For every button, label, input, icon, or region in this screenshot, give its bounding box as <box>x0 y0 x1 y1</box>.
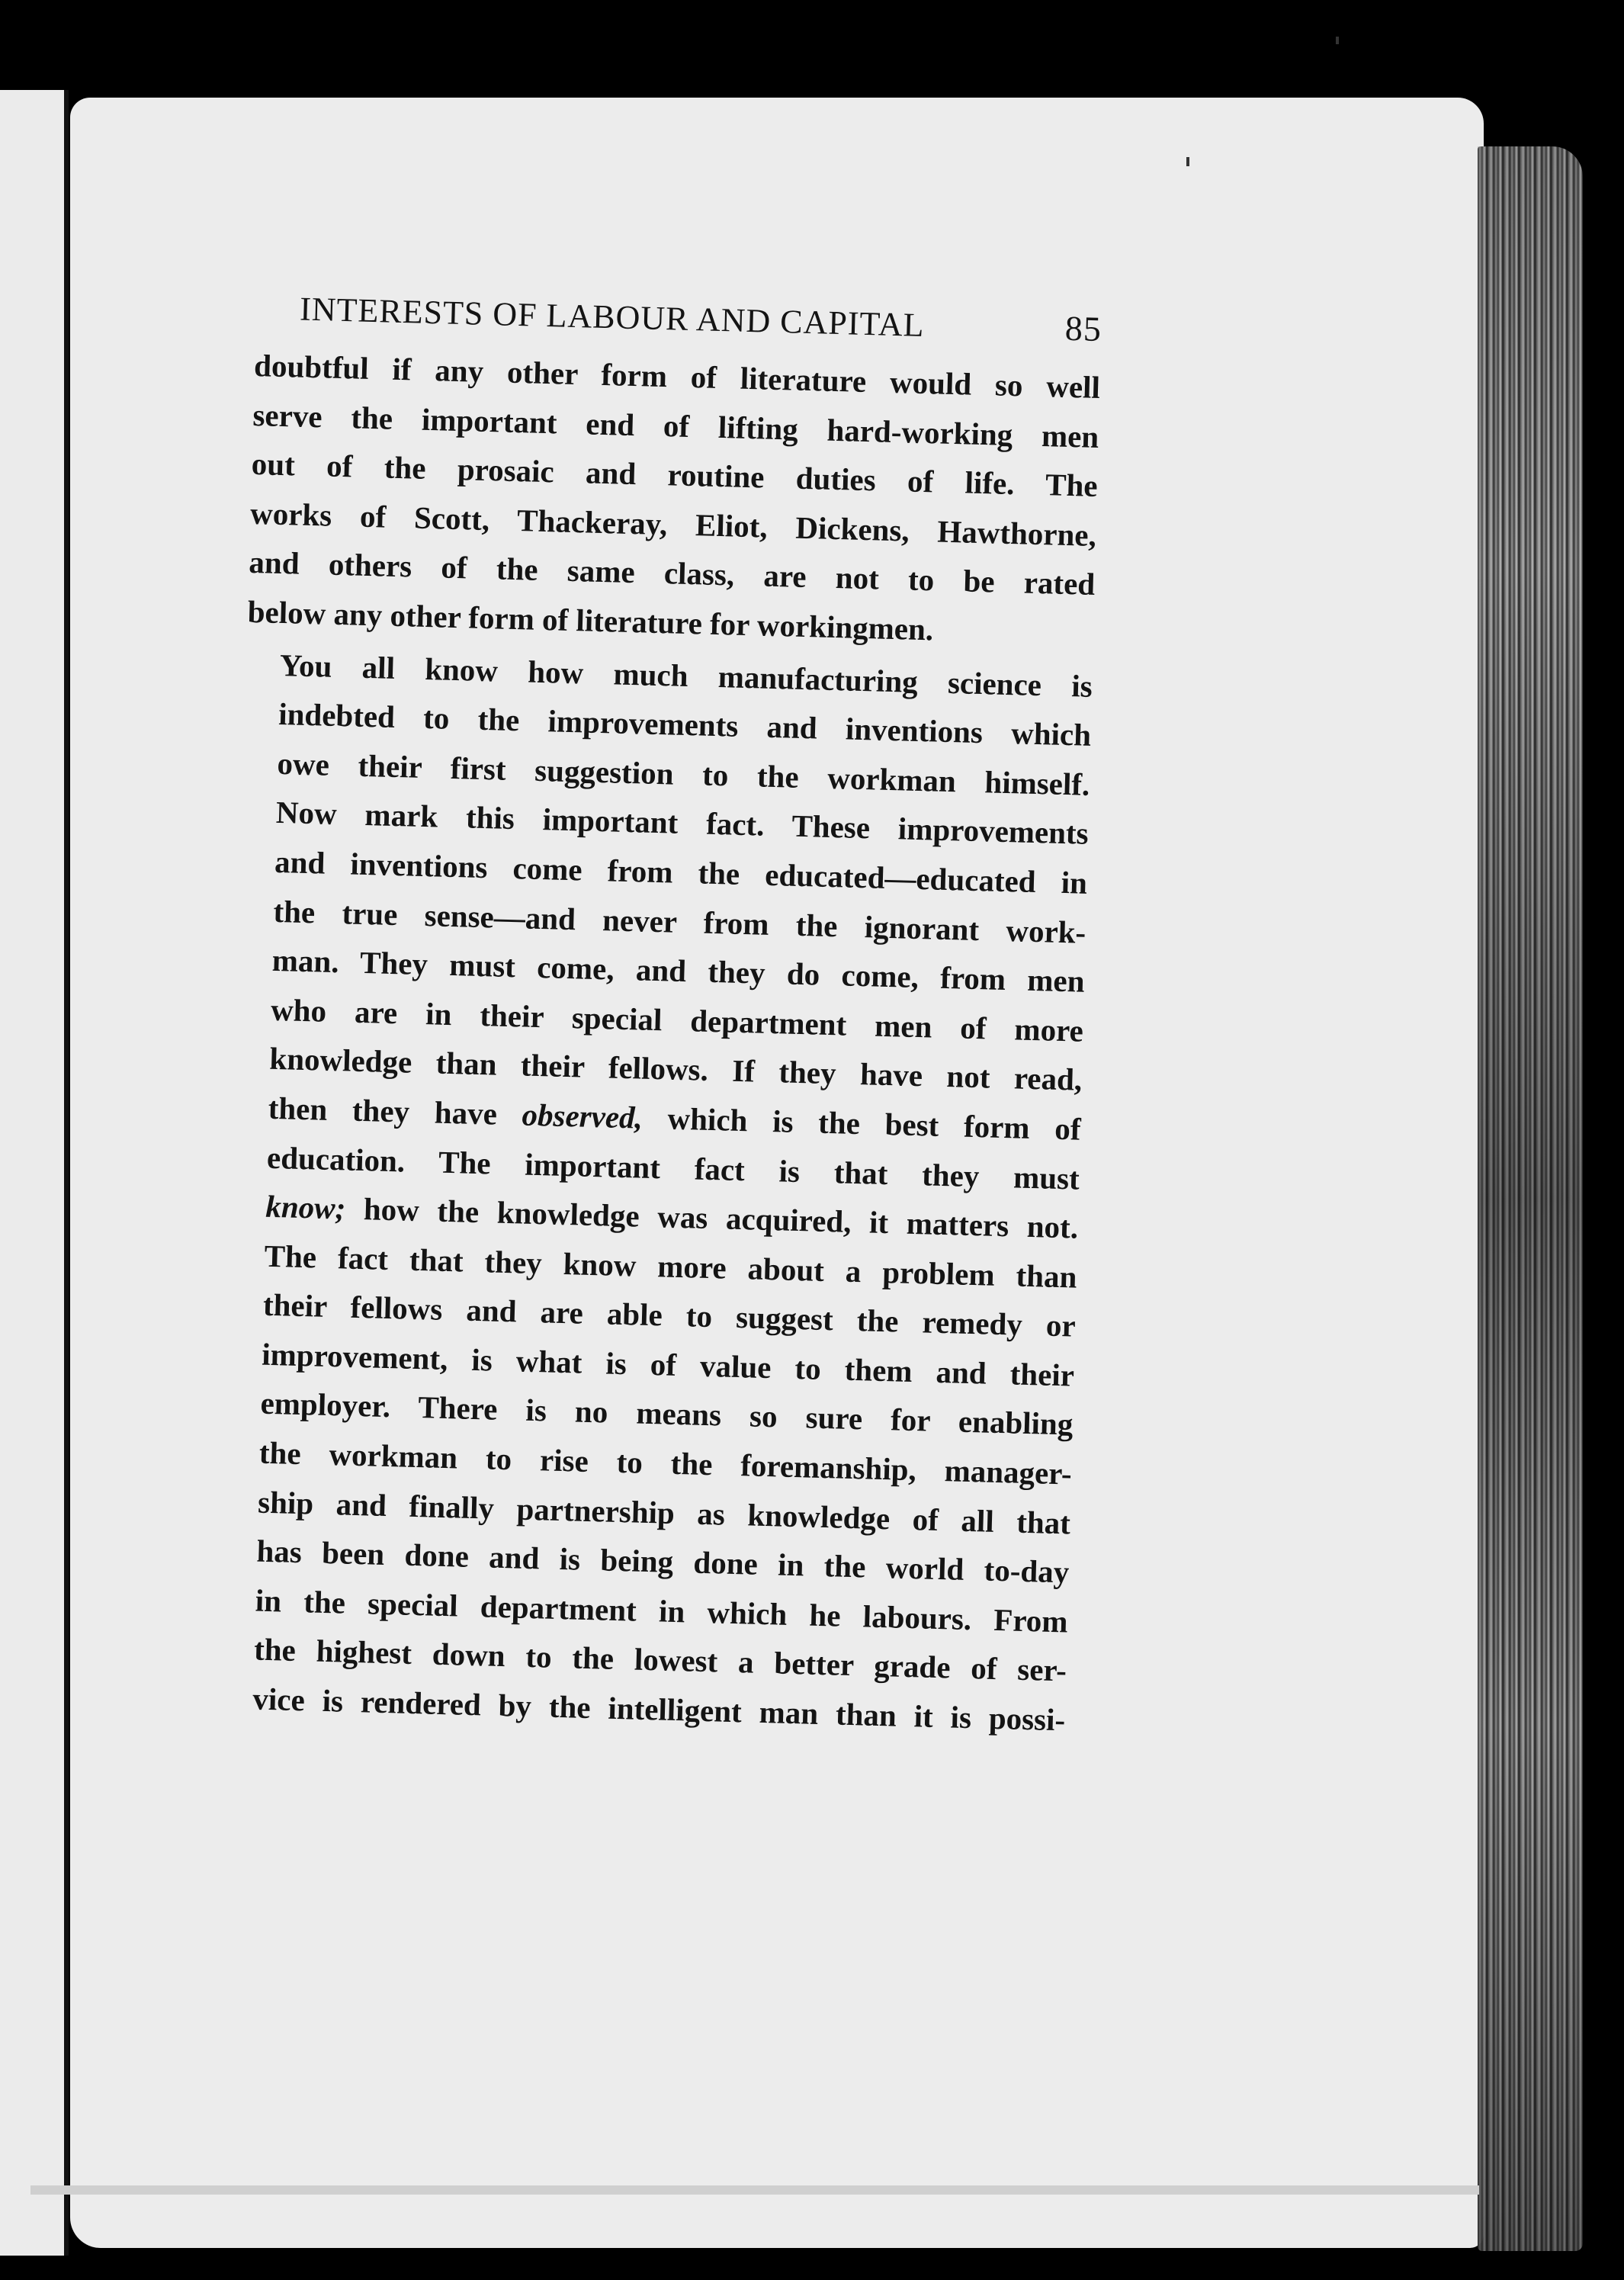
text-line: the highest down to the lowest a better grade of ser- <box>253 1631 1067 1688</box>
text-line: education. The important fact is that they must <box>266 1139 1080 1196</box>
text-line: owe their first suggestion to the workman himself. <box>277 745 1090 802</box>
scan-speck <box>1186 157 1189 166</box>
text-line: the workman to rise to the foremanship, manager- <box>258 1434 1073 1492</box>
text-line: Now mark this important fact. These improvements <box>275 795 1090 852</box>
scan-speck <box>1336 37 1339 44</box>
text-fragment: then they have <box>268 1090 523 1132</box>
text-line: knowledge than their fellows. If they have not read, <box>268 1041 1083 1098</box>
running-head-title: INTERESTS OF LABOUR AND CAPITAL <box>299 290 926 344</box>
text-line: man. They must come, and they do come, from men <box>271 942 1086 999</box>
text-line: their fellows and are able to suggest the remedy or <box>262 1286 1077 1344</box>
text-line: out of the prosaic and routine duties of life. The <box>251 446 1099 504</box>
text-line: indebted to the improvements and inventions which <box>278 696 1092 753</box>
text-line: and others of the same class, are not to be rated <box>248 544 1096 602</box>
text-line: ship and finally partnership as knowledge of all that <box>257 1484 1071 1541</box>
text-line: doubtful if any other form of literature would so well <box>253 347 1101 406</box>
page-bottom-edge <box>30 2185 1479 2195</box>
text-block <box>219 287 1102 1745</box>
left-page-margin <box>0 90 64 2256</box>
paragraph-1 <box>247 341 1101 658</box>
text-line: below any other form of literature for workingmen. <box>247 593 934 647</box>
text-line: in the special department in which he labours. From <box>255 1582 1069 1639</box>
emphasis-observed: observed, <box>522 1097 644 1135</box>
text-line: works of Scott, Thackeray, Eliot, Dickens, Hawthorne, <box>249 495 1097 553</box>
text-line: You all know how much manufacturing science is <box>279 647 1093 704</box>
text-fragment: which is the best form of <box>642 1100 1082 1147</box>
text-line: serve the important end of lifting hard-working men <box>252 397 1099 454</box>
text-line: improvement, is what is of value to them and their <box>261 1336 1075 1393</box>
fore-edge-shading <box>1478 146 1583 2251</box>
text-line: employer. There is no means so sure for enabling <box>260 1386 1074 1443</box>
text-line: and inventions come from the educated—educated in <box>274 843 1088 901</box>
text-line: the true sense—and never from the ignorant work- <box>272 893 1086 950</box>
text-line: who are in their special department men of more <box>270 991 1084 1048</box>
text-fragment: how the knowledge was acquired, it matters not. <box>345 1190 1079 1245</box>
text-line: The fact that they know more about a problem than <box>264 1238 1077 1295</box>
page-number: 85 <box>1064 308 1102 349</box>
text-line: has been done and is being done in the world to-day <box>256 1533 1070 1590</box>
paragraph-2 <box>219 639 1093 1745</box>
left-page-edge <box>64 90 69 2256</box>
emphasis-know: know; <box>265 1188 346 1226</box>
text-line: vice is rendered by the intelligent man than it is possi- <box>252 1681 1066 1738</box>
